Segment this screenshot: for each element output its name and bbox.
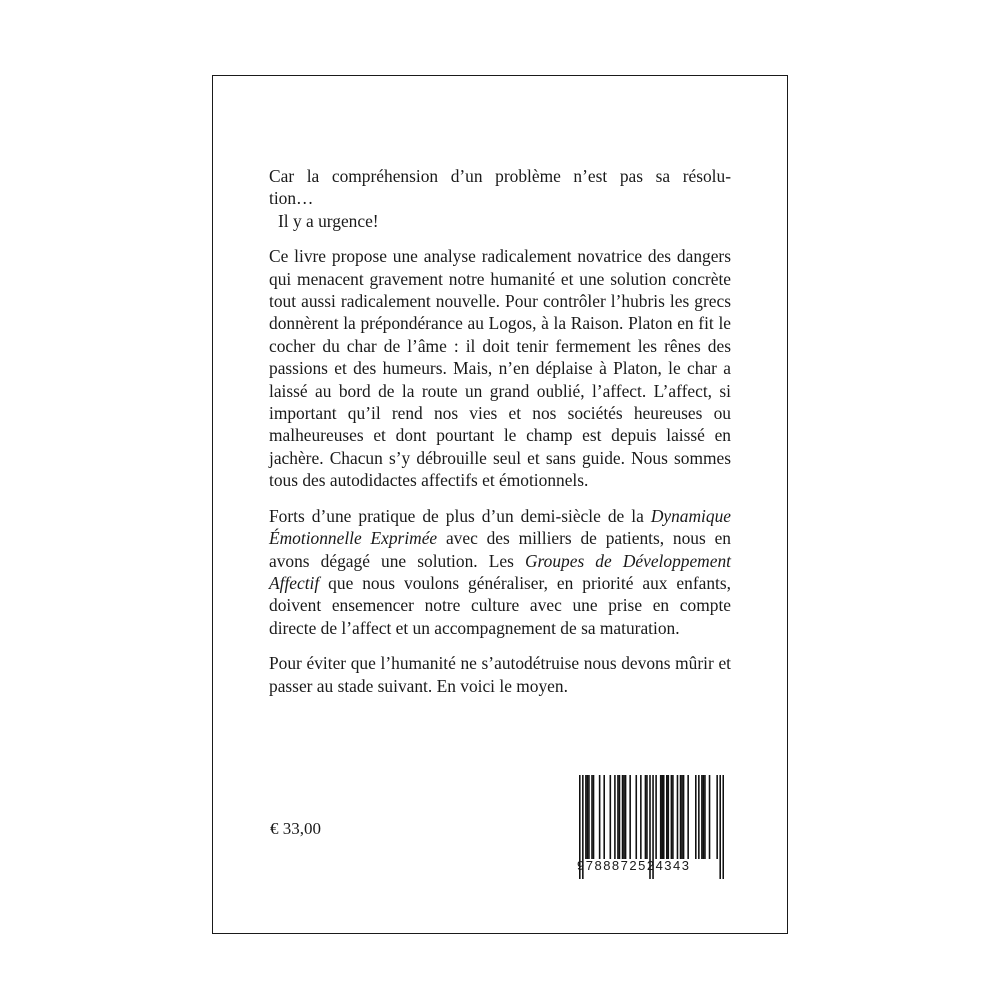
paragraph-text: Forts d’une pratique de plus d’un demi-siècle de la xyxy=(269,505,651,526)
barcode-bar xyxy=(622,775,624,859)
barcode-bar xyxy=(614,775,616,859)
intro-line: Car la compréhension d’un problème n’est pas sa résolu- xyxy=(269,166,731,186)
italic-term: Groupes de Développement Affectif xyxy=(269,550,731,593)
barcode-bar xyxy=(587,775,589,859)
barcode-bar xyxy=(593,775,595,859)
barcode-bar xyxy=(640,775,642,859)
price-label: € 33,00 xyxy=(270,819,321,838)
paragraph-conclusion: Pour éviter que l’humanité ne s’autodétruise nous devons mûrir et passer au stade suivant. En voici le moyen. xyxy=(269,653,731,696)
barcode-bar xyxy=(625,775,627,859)
barcode-bar xyxy=(687,775,689,859)
barcode-bar xyxy=(603,775,605,859)
paragraph-text: avec des milliers de patients, nous en avons dégagé une solution. Les xyxy=(269,528,731,571)
barcode-bar xyxy=(716,775,718,859)
book-back-cover xyxy=(212,75,788,934)
barcode-bar xyxy=(681,775,683,859)
barcode-bar xyxy=(646,775,648,859)
barcode-bar xyxy=(599,775,601,859)
barcode-bar xyxy=(709,775,711,859)
barcode-bar xyxy=(677,775,679,859)
barcode-bar xyxy=(619,775,621,859)
barcode-bar xyxy=(703,775,705,859)
barcode-bar xyxy=(668,775,670,859)
barcode-bar xyxy=(635,775,637,859)
barcode-bar xyxy=(680,775,682,859)
barcode-bar xyxy=(591,775,593,859)
urgency-line: Il y a urgence! xyxy=(278,210,379,231)
barcode-bar xyxy=(701,775,703,859)
barcode-bar xyxy=(666,775,668,859)
barcode-bar xyxy=(610,775,612,859)
paragraph-text: que nous voulons généraliser, en priorité aux enfants, doivent ensemencer notre culture avec une prise en compte directe de l’affect et un accompagnement de sa maturation. xyxy=(269,572,731,638)
barcode-bar xyxy=(617,775,619,859)
italic-term: Dynamique Émotionnelle Exprimée xyxy=(269,505,731,549)
blurb-text xyxy=(269,165,731,697)
barcode-bar xyxy=(588,775,590,859)
barcode-bar xyxy=(695,775,697,859)
paragraph-analysis: Ce livre propose une analyse radicalement novatrice des dangers qui menacent gravement notre humanité et une solution concrète tout aussi radicalement nouvelle. Pour contrôler l’hubris les grecs donnèrent la prépondérance au Logos, à la Raison. Platon en fit le cocher du char de l’âme : il doit tenir fermement les rênes des passions et des humeurs. Mais, n’en déplaise à Platon, le char a laissé au bord de la route un grand oublié, l’affect. L’affect, si important qu’il rend nos vies et nos sociétés heureuses ou malheureuses et dont pourtant le champ est depuis laissé en jachère. Chacun s’y débrouille seul et sans guide. Nous sommes tous des autodidactes affectifs et émotionnels. xyxy=(269,246,731,491)
barcode-bar xyxy=(683,775,685,859)
barcode-bar xyxy=(672,775,674,859)
barcode-bar xyxy=(704,775,706,859)
barcode-bar xyxy=(660,775,662,859)
barcode-bar xyxy=(629,775,631,859)
paragraph-solution xyxy=(269,505,731,639)
barcode-bar xyxy=(661,775,663,859)
barcode-bar xyxy=(645,775,647,859)
barcode-bar xyxy=(698,775,700,859)
barcode-bar xyxy=(623,775,625,859)
barcode-bar xyxy=(585,775,587,859)
barcode-bar xyxy=(671,775,673,859)
intro-line: tion… xyxy=(269,188,314,209)
isbn-number: 9788872524343 xyxy=(577,858,691,873)
barcode-bar xyxy=(655,775,657,859)
barcode-bar xyxy=(663,775,665,859)
